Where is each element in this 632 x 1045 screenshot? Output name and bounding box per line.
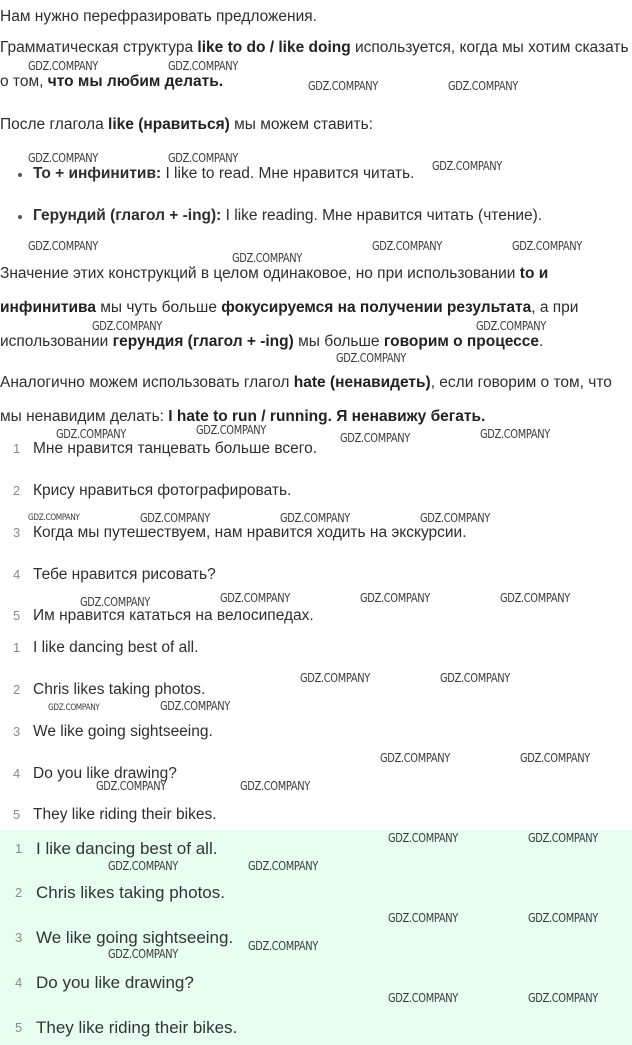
task-sentence: Тебе нравится рисовать? xyxy=(33,566,216,583)
watermark: GDZ.COMPANY xyxy=(512,239,582,253)
watermark: GDZ.COMPANY xyxy=(528,911,598,925)
task-sentence: Крису нравиться фотографировать. xyxy=(33,482,292,499)
bullet-gerund: Герундий (глагол + -ing): I like reading. Мне нравится читать (чтение). xyxy=(33,207,543,224)
task-number: 4 xyxy=(13,567,21,582)
answer-sentence: I like dancing best of all. xyxy=(36,839,218,858)
watermark: GDZ.COMPANY xyxy=(388,991,458,1005)
watermark: GDZ.COMPANY xyxy=(280,511,350,525)
task-sentence: Do you like drawing? xyxy=(33,765,177,782)
watermark: GDZ.COMPANY xyxy=(308,79,378,93)
answer-number: 2 xyxy=(15,885,23,900)
task-number: 3 xyxy=(13,724,21,739)
answer-sentence: They like riding their bikes. xyxy=(36,1018,238,1037)
watermark: GDZ.COMPANY xyxy=(360,591,430,605)
watermark: GDZ.COMPANY xyxy=(56,427,126,441)
watermark: GDZ.COMPANY xyxy=(440,671,510,685)
task-number: 1 xyxy=(13,640,21,655)
watermark: GDZ.COMPANY xyxy=(196,423,266,437)
watermark: GDZ.COMPANY xyxy=(420,511,490,525)
answer-number: 4 xyxy=(15,975,23,990)
task-sentence: Им нравится кататься на велосипедах. xyxy=(33,607,314,624)
task-number: 4 xyxy=(13,766,21,781)
watermark: GDZ.COMPANY xyxy=(168,59,238,73)
task-sentence: Chris likes taking photos. xyxy=(33,681,206,698)
watermark: GDZ.COMPANY xyxy=(108,859,178,873)
watermark: GDZ.COMPANY xyxy=(336,351,406,365)
task-sentence: They like riding their bikes. xyxy=(33,806,217,823)
watermark: GDZ.COMPANY xyxy=(240,779,310,793)
watermark: GDZ.COMPANY xyxy=(340,431,410,445)
watermark: GDZ.COMPANY xyxy=(28,239,98,253)
watermark: GDZ.COMPANY xyxy=(480,427,550,441)
watermark: GDZ.COMPANY xyxy=(388,831,458,845)
task-number: 2 xyxy=(13,682,21,697)
watermark: GDZ.COMPANY xyxy=(448,79,518,93)
task-sentence: We like going sightseeing. xyxy=(33,723,213,740)
task-number: 1 xyxy=(13,441,21,456)
watermark: GDZ.COMPANY xyxy=(28,151,98,165)
paragraph-after-like: После глагола like (нравиться) мы можем ставить: xyxy=(0,116,373,133)
watermark: GDZ.COMPANY xyxy=(372,239,442,253)
watermark: GDZ.COMPANY xyxy=(232,251,302,265)
watermark: GDZ.COMPANY xyxy=(28,513,80,523)
watermark: GDZ.COMPANY xyxy=(140,511,210,525)
task-number: 5 xyxy=(13,608,21,623)
watermark: GDZ.COMPANY xyxy=(108,947,178,961)
task-sentence: I like dancing best of all. xyxy=(33,639,199,656)
watermark: GDZ.COMPANY xyxy=(476,319,546,333)
watermark: GDZ.COMPANY xyxy=(168,151,238,165)
answer-number: 3 xyxy=(15,930,23,945)
answer-number: 5 xyxy=(15,1020,23,1035)
answer-sentence: We like going sightseeing. xyxy=(36,928,234,947)
watermark: GDZ.COMPANY xyxy=(248,939,318,953)
watermark: GDZ.COMPANY xyxy=(92,319,162,333)
task-number: 5 xyxy=(13,807,21,822)
watermark: GDZ.COMPANY xyxy=(300,671,370,685)
watermark: GDZ.COMPANY xyxy=(500,591,570,605)
paragraph-hate: Аналогично можем использовать глагол hate (ненавидеть), если говорим о том, что мы ненавидим делать: I hate to run / running. Я ненавижу бегать. xyxy=(0,374,612,425)
watermark: GDZ.COMPANY xyxy=(160,699,230,713)
watermark: GDZ.COMPANY xyxy=(220,591,290,605)
watermark: GDZ.COMPANY xyxy=(80,595,150,609)
watermark: GDZ.COMPANY xyxy=(248,859,318,873)
intro-text: Нам нужно перефразировать предложения. xyxy=(0,8,317,25)
watermark: GDZ.COMPANY xyxy=(96,779,166,793)
task-number: 3 xyxy=(13,525,21,540)
paragraph-like-structure: Грамматическая структура like to do / like doing используется, когда мы хотим сказать о том, что мы любим делать. xyxy=(0,39,629,90)
task-number: 2 xyxy=(13,483,21,498)
watermark: GDZ.COMPANY xyxy=(520,751,590,765)
answer-number: 1 xyxy=(15,841,23,856)
task-sentence: Мне нравится танцевать больше всего. xyxy=(33,440,318,457)
watermark: GDZ.COMPANY xyxy=(28,59,98,73)
task-sentence: Когда мы путешествуем, нам нравится ходить на экскурсии. xyxy=(33,524,467,541)
watermark: GDZ.COMPANY xyxy=(48,703,100,713)
watermark: GDZ.COMPANY xyxy=(528,831,598,845)
answer-block xyxy=(0,830,632,1045)
watermark: GDZ.COMPANY xyxy=(432,159,502,173)
watermark: GDZ.COMPANY xyxy=(388,911,458,925)
watermark: GDZ.COMPANY xyxy=(380,751,450,765)
answer-sentence: Do you like drawing? xyxy=(36,973,194,992)
bullet-infinitive: To + инфинитив: I like to read. Мне нравится читать. xyxy=(33,165,415,182)
answer-sentence: Chris likes taking photos. xyxy=(36,883,225,902)
paragraph-meaning: Значение этих конструкций в целом одинаковое, но при использовании to и инфинитива мы чуть больше фокусируемся на получении результата, а при использовании герундия (глагол + -ing) мы больше говорим о процессе. xyxy=(0,265,579,350)
watermark: GDZ.COMPANY xyxy=(528,991,598,1005)
